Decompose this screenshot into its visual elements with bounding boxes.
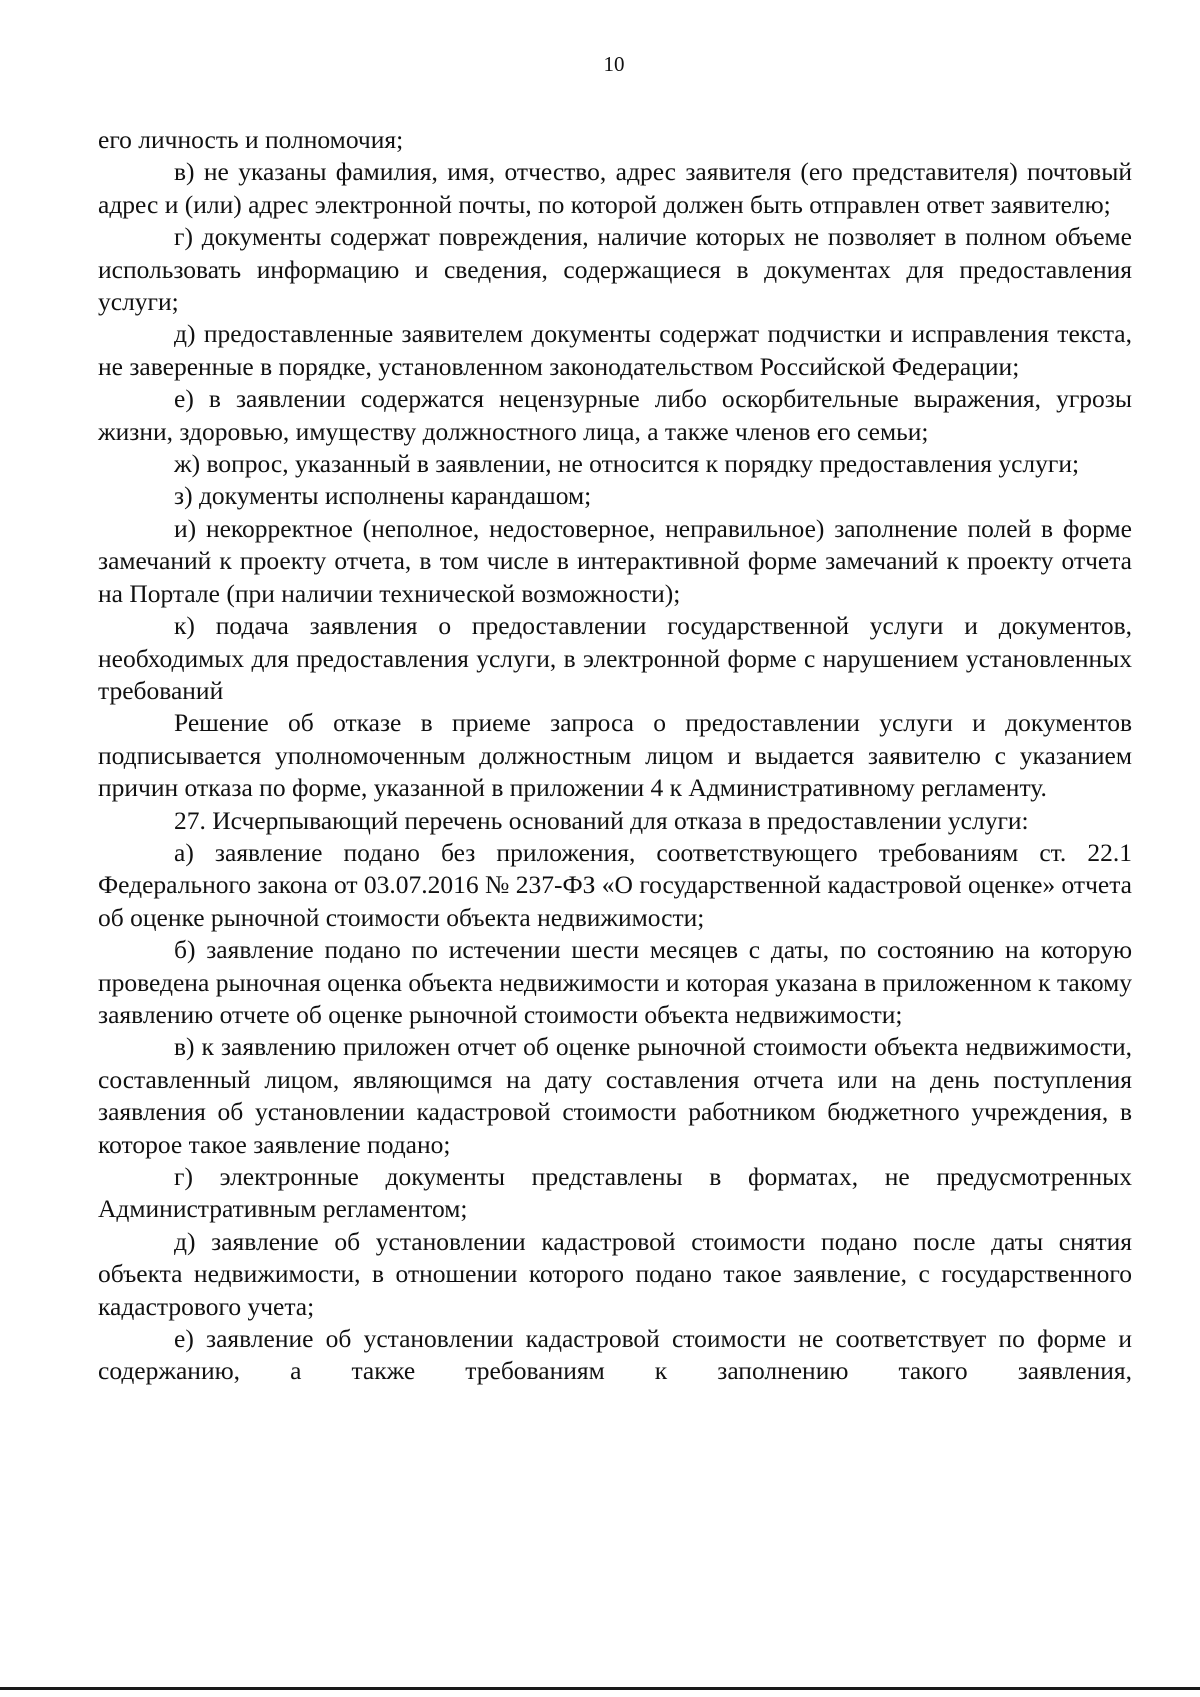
paragraph-item-e: е) в заявлении содержатся нецензурные либо оскорбительные выражения, угрозы жизни, здоровью, имуществу должностного лица, а также членов его семьи; [98, 384, 1132, 446]
page-number: 10 [603, 52, 625, 76]
paragraph-item-e2: е) заявление об установлении кадастровой стоимости не соответствует по форме и содержанию, а также требованиям к заполнению такого заявления, [98, 1324, 1132, 1386]
paragraph-item-z: з) документы исполнены карандашом; [174, 481, 592, 511]
paragraph-item-d: д) предоставленные заявителем документы содержат подчистки и исправления текста, не заверенные в порядке, установленном законодательством Российской Федерации; [98, 319, 1132, 381]
paragraph-item-g2: г) электронные документы представлены в форматах, не предусмотренных Административным регламентом; [98, 1162, 1132, 1224]
paragraph-item-g: г) документы содержат повреждения, наличие которых не позволяет в полном объеме использовать информацию и сведения, содержащиеся в документах для предоставления услуги; [98, 222, 1132, 317]
paragraph-refusal-decision: Решение об отказе в приеме запроса о предоставлении услуги и документов подписывается уполномоченным должностным лицом и выдается заявителю с указанием причин отказа по форме, указанной в приложении 4 к Административному регламенту. [98, 708, 1132, 803]
bottom-scan-line [0, 1687, 1200, 1690]
paragraph-item-a: а) заявление подано без приложения, соответствующего требованиям ст. 22.1 Федерального закона от 03.07.2016 № 237-ФЗ «О государственной кадастровой оценке» отчета об оценке рыночной стоимости объекта недвижимости; [98, 837, 1132, 932]
paragraph-item-k: к) подача заявления о предоставлении государственной услуги и документов, необходимых для предоставления услуги, в электронной форме с нарушением установленных требований [98, 611, 1132, 705]
paragraph-item-i: и) некорректное (неполное, недостоверное, неправильное) заполнение полей в форме замечаний к проекту отчета, в том числе в интерактивной форме замечаний к проекту отчета на Портале (при наличии технической возможности); [98, 513, 1132, 608]
paragraph-item-zh: ж) вопрос, указанный в заявлении, не относится к порядку предоставления услуги; [174, 449, 1080, 479]
paragraph-section-27: 27. Исчерпывающий перечень оснований для отказа в предоставлении услуги: [174, 805, 1029, 835]
paragraph-item-v2: в) к заявлению приложен отчет об оценке рыночной стоимости объекта недвижимости, составленный лицом, являющимся на дату составления отчета или на день поступления заявления об установлении кадастровой стоимости работником бюджетного учреждения, в которое такое заявление подано; [98, 1032, 1132, 1159]
paragraph-item-b: б) заявление подано по истечении шести месяцев с даты, по состоянию на которую проведена рыночная оценка объекта недвижимости и которая указана в приложенном к такому заявлению отчете об оценке рыночной стоимости объекта недвижимости; [98, 935, 1132, 1029]
document-body [98, 124, 1132, 1388]
paragraph-item-d2: д) заявление об установлении кадастровой стоимости подано после даты снятия объекта недвижимости, в отношении которого подано такое заявление, с государственного кадастрового учета; [98, 1226, 1132, 1321]
paragraph-continuation: его личность и полномочия; [98, 125, 404, 154]
paragraph-item-v: в) не указаны фамилия, имя, отчество, адрес заявителя (его представителя) почтовый адрес и (или) адрес электронной почты, по которой должен быть отправлен ответ заявителю; [98, 157, 1132, 219]
